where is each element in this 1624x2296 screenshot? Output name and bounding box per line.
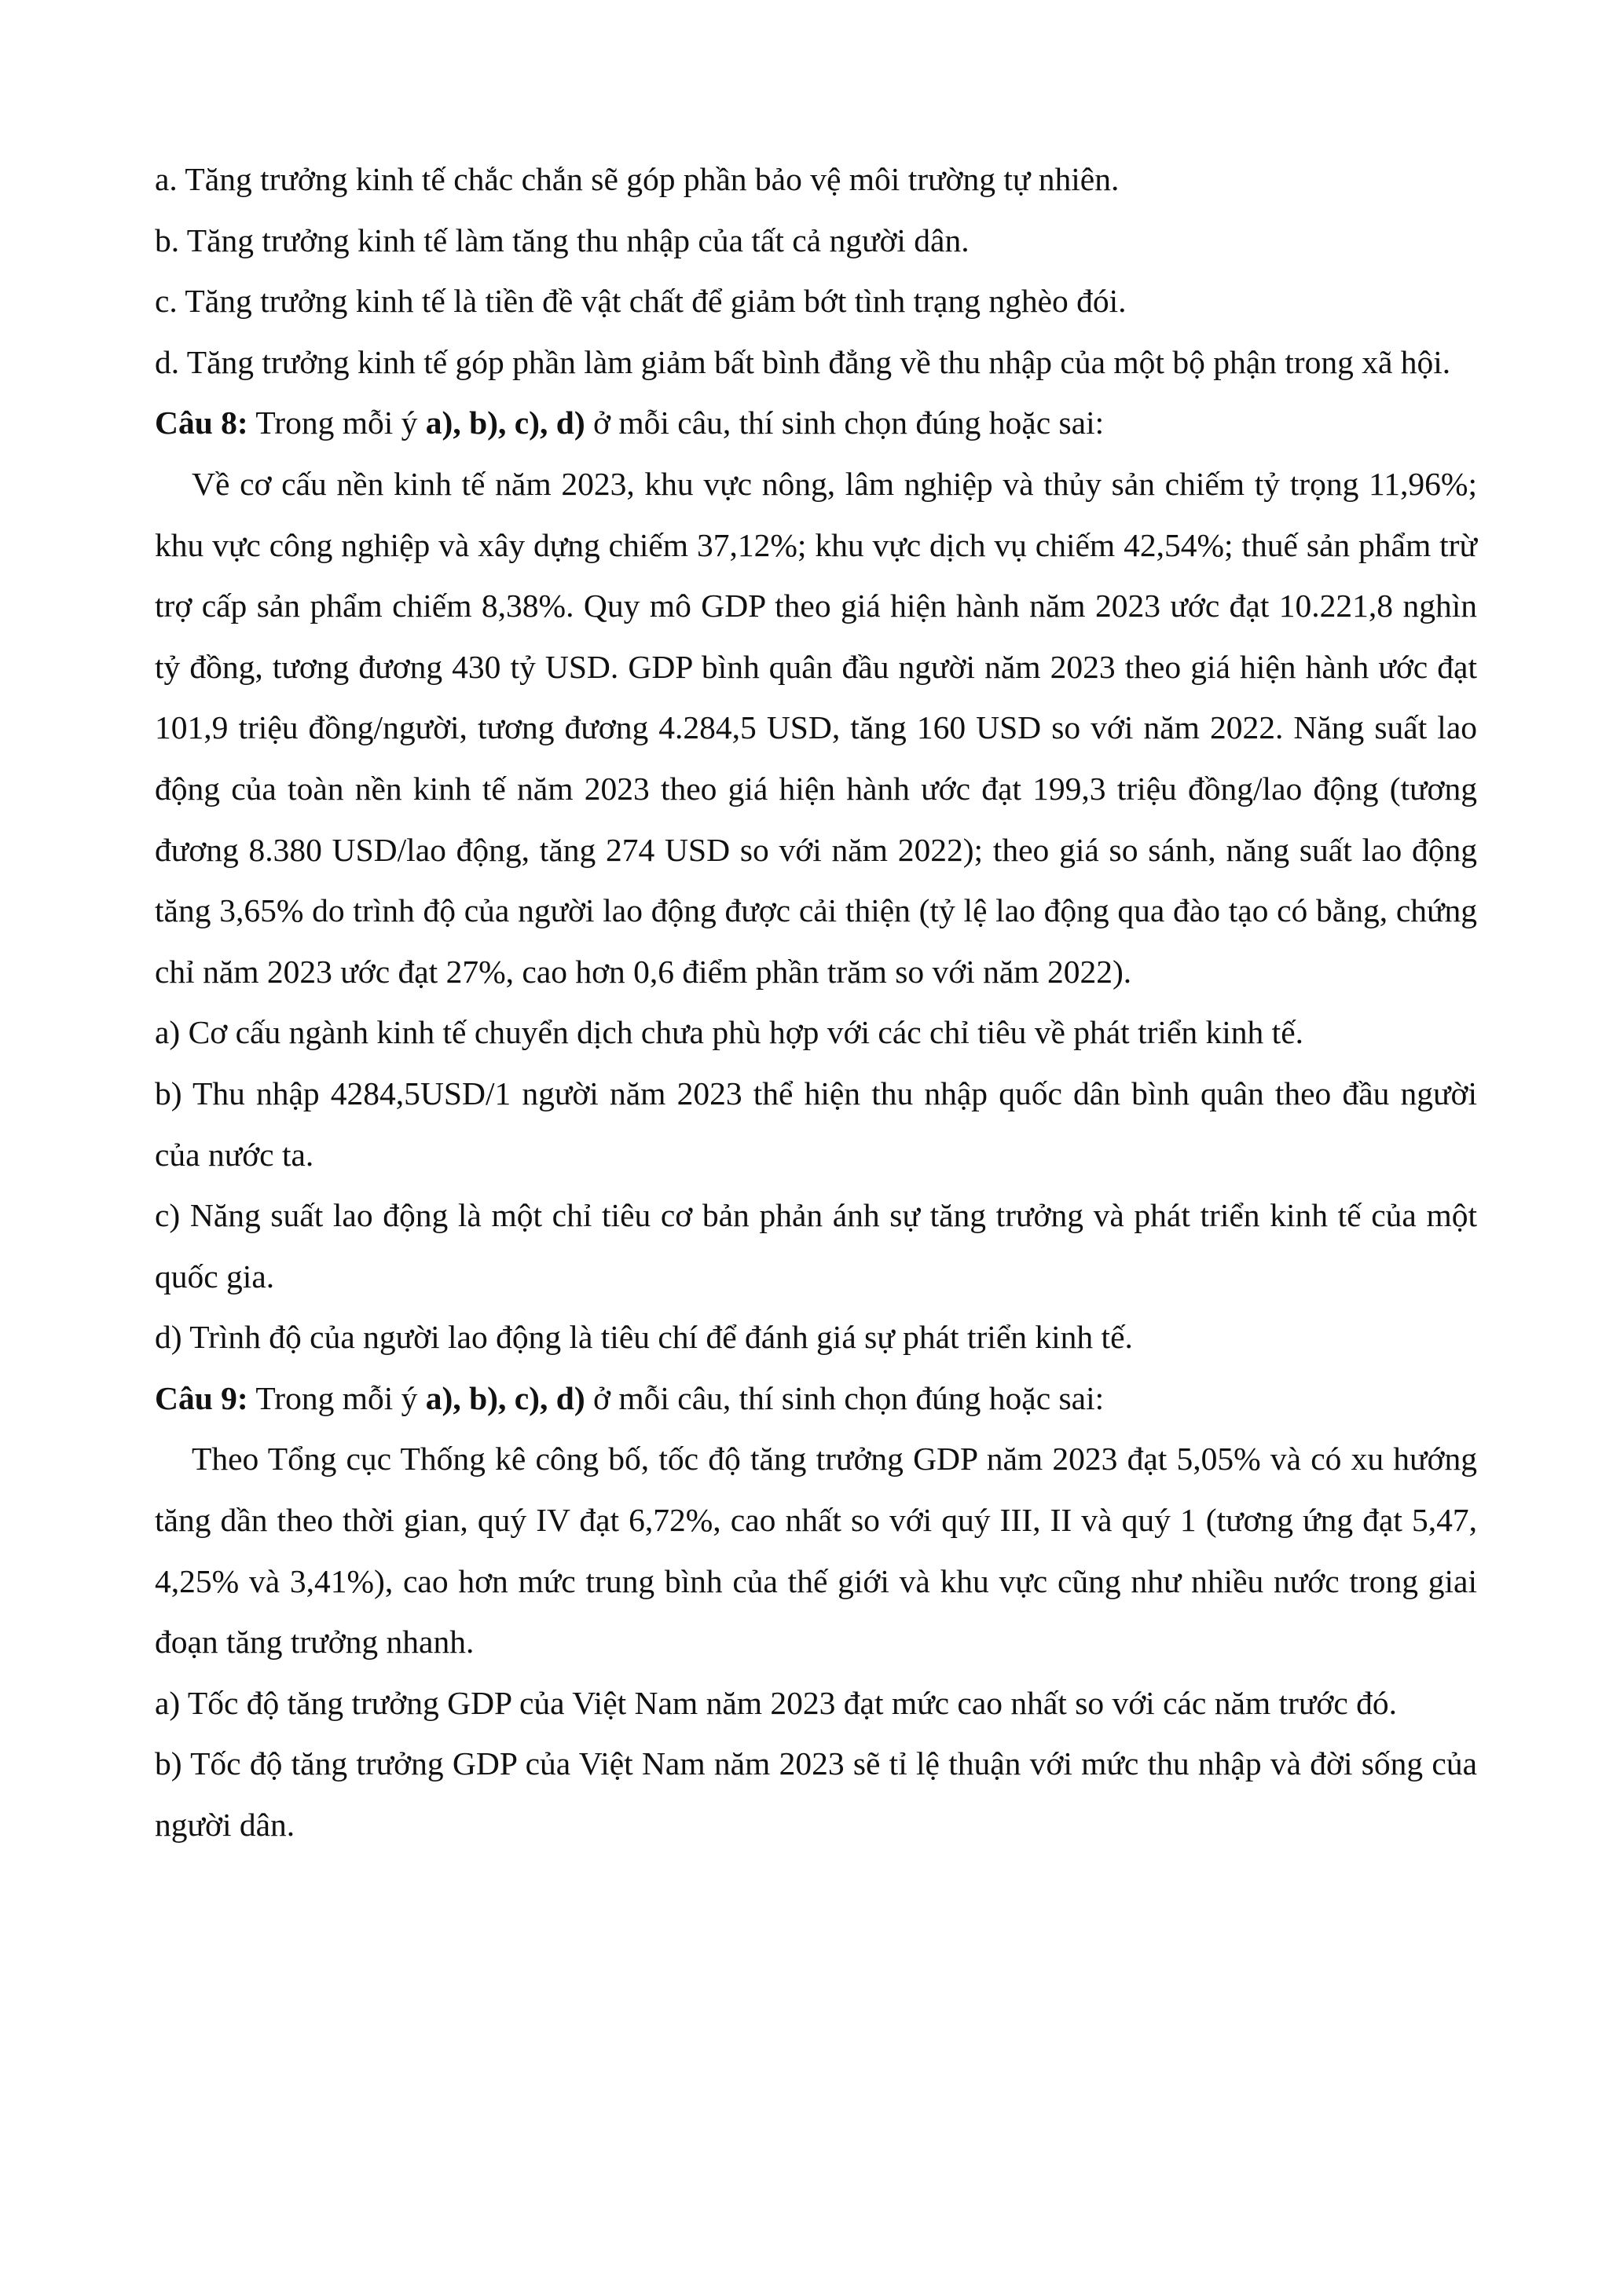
question-8-label: Câu 8: [155,405,248,441]
intro-item-d: d. Tăng trưởng kinh tế góp phần làm giảm bất bình đẳng về thu nhập của một bộ phận trong xã hội. [155,343,1451,380]
question-8-item-a: a) Cơ cấu ngành kinh tế chuyển dịch chưa phù hợp với các chỉ tiêu về phát triển kinh tế. [155,1014,1303,1051]
document-page [155,149,1477,1856]
question-9-instruction-post: ở mỗi câu, thí sinh chọn đúng hoặc sai: [585,1379,1105,1416]
question-8-item-b: b) Thu nhập 4284,5USD/1 người năm 2023 thể hiện thu nhập quốc dân bình quân theo đầu người của nước ta. [155,1075,1477,1173]
question-8-instruction-post: ở mỗi câu, thí sinh chọn đúng hoặc sai: [585,405,1105,441]
question-9-label: Câu 9: [155,1379,248,1416]
question-8-passage: Về cơ cấu nền kinh tế năm 2023, khu vực nông, lâm nghiệp và thủy sản chiếm tỷ trọng 11,96%; khu vực công nghiệp và xây dựng chiếm 37,12%; khu vực dịch vụ chiếm 42,54%; thuế sản phẩm trừ trợ cấp sản phẩm chiếm 8,38%. Quy mô GDP theo giá hiện hành năm 2023 ước đạt 10.221,8 nghìn tỷ đồng, tương đương 430 tỷ USD. GDP bình quân đầu người năm 2023 theo giá hiện hành ước đạt 101,9 triệu đồng/người, tương đương 4.284,5 USD, tăng 160 USD so với năm 2022. Năng suất lao động của toàn nền kinh tế năm 2023 theo giá hiện hành ước đạt 199,3 triệu đồng/lao động (tương đương 8.380 USD/lao động, tăng 274 USD so với năm 2022); theo giá so sánh, năng suất lao động tăng 3,65% do trình độ của người lao động được cải thiện (tỷ lệ lao động qua đào tạo có bằng, chứng chỉ năm 2023 ước đạt 27%, cao hơn 0,6 điểm phần trăm so với năm 2022). [155,465,1477,990]
question-9-options: a), b), c), d) [425,1379,585,1416]
question-8-instruction-pre: Trong mỗi ý [247,405,426,441]
intro-item-b: b. Tăng trưởng kinh tế làm tăng thu nhập của tất cả người dân. [155,222,970,258]
intro-item-a: a. Tăng trưởng kinh tế chắc chắn sẽ góp phần bảo vệ môi trường tự nhiên. [155,161,1120,197]
question-9-heading [155,1368,1477,1430]
question-8-heading [155,393,1477,454]
question-8-item-c: c) Năng suất lao động là một chỉ tiêu cơ bản phản ánh sự tăng trưởng và phát triển kinh tế của một quốc gia. [155,1197,1477,1294]
question-8-item-d: d) Trình độ của người lao động là tiêu chí để đánh giá sự phát triển kinh tế. [155,1319,1133,1356]
question-9-item-b: b) Tốc độ tăng trưởng GDP của Việt Nam năm 2023 sẽ tỉ lệ thuận với mức thu nhập và đời sống của người dân. [155,1745,1477,1844]
question-9-instruction-pre: Trong mỗi ý [247,1379,426,1416]
question-9-item-a: a) Tốc độ tăng trưởng GDP của Việt Nam năm 2023 đạt mức cao nhất so với các năm trước đó. [155,1684,1397,1721]
question-9-passage: Theo Tổng cục Thống kê công bố, tốc độ tăng trưởng GDP năm 2023 đạt 5,05% và có xu hướng tăng dần theo thời gian, quý IV đạt 6,72%, cao nhất so với quý III, II và quý 1 (tương ứng đạt 5,47, 4,25% và 3,41%), cao hơn mức trung bình của thế giới và khu vực cũng như nhiều nước trong giai đoạn tăng trưởng nhanh. [155,1441,1477,1661]
intro-item-c: c. Tăng trưởng kinh tế là tiền đề vật chất để giảm bớt tình trạng nghèo đói. [155,283,1127,320]
question-8-options: a), b), c), d) [425,405,585,441]
